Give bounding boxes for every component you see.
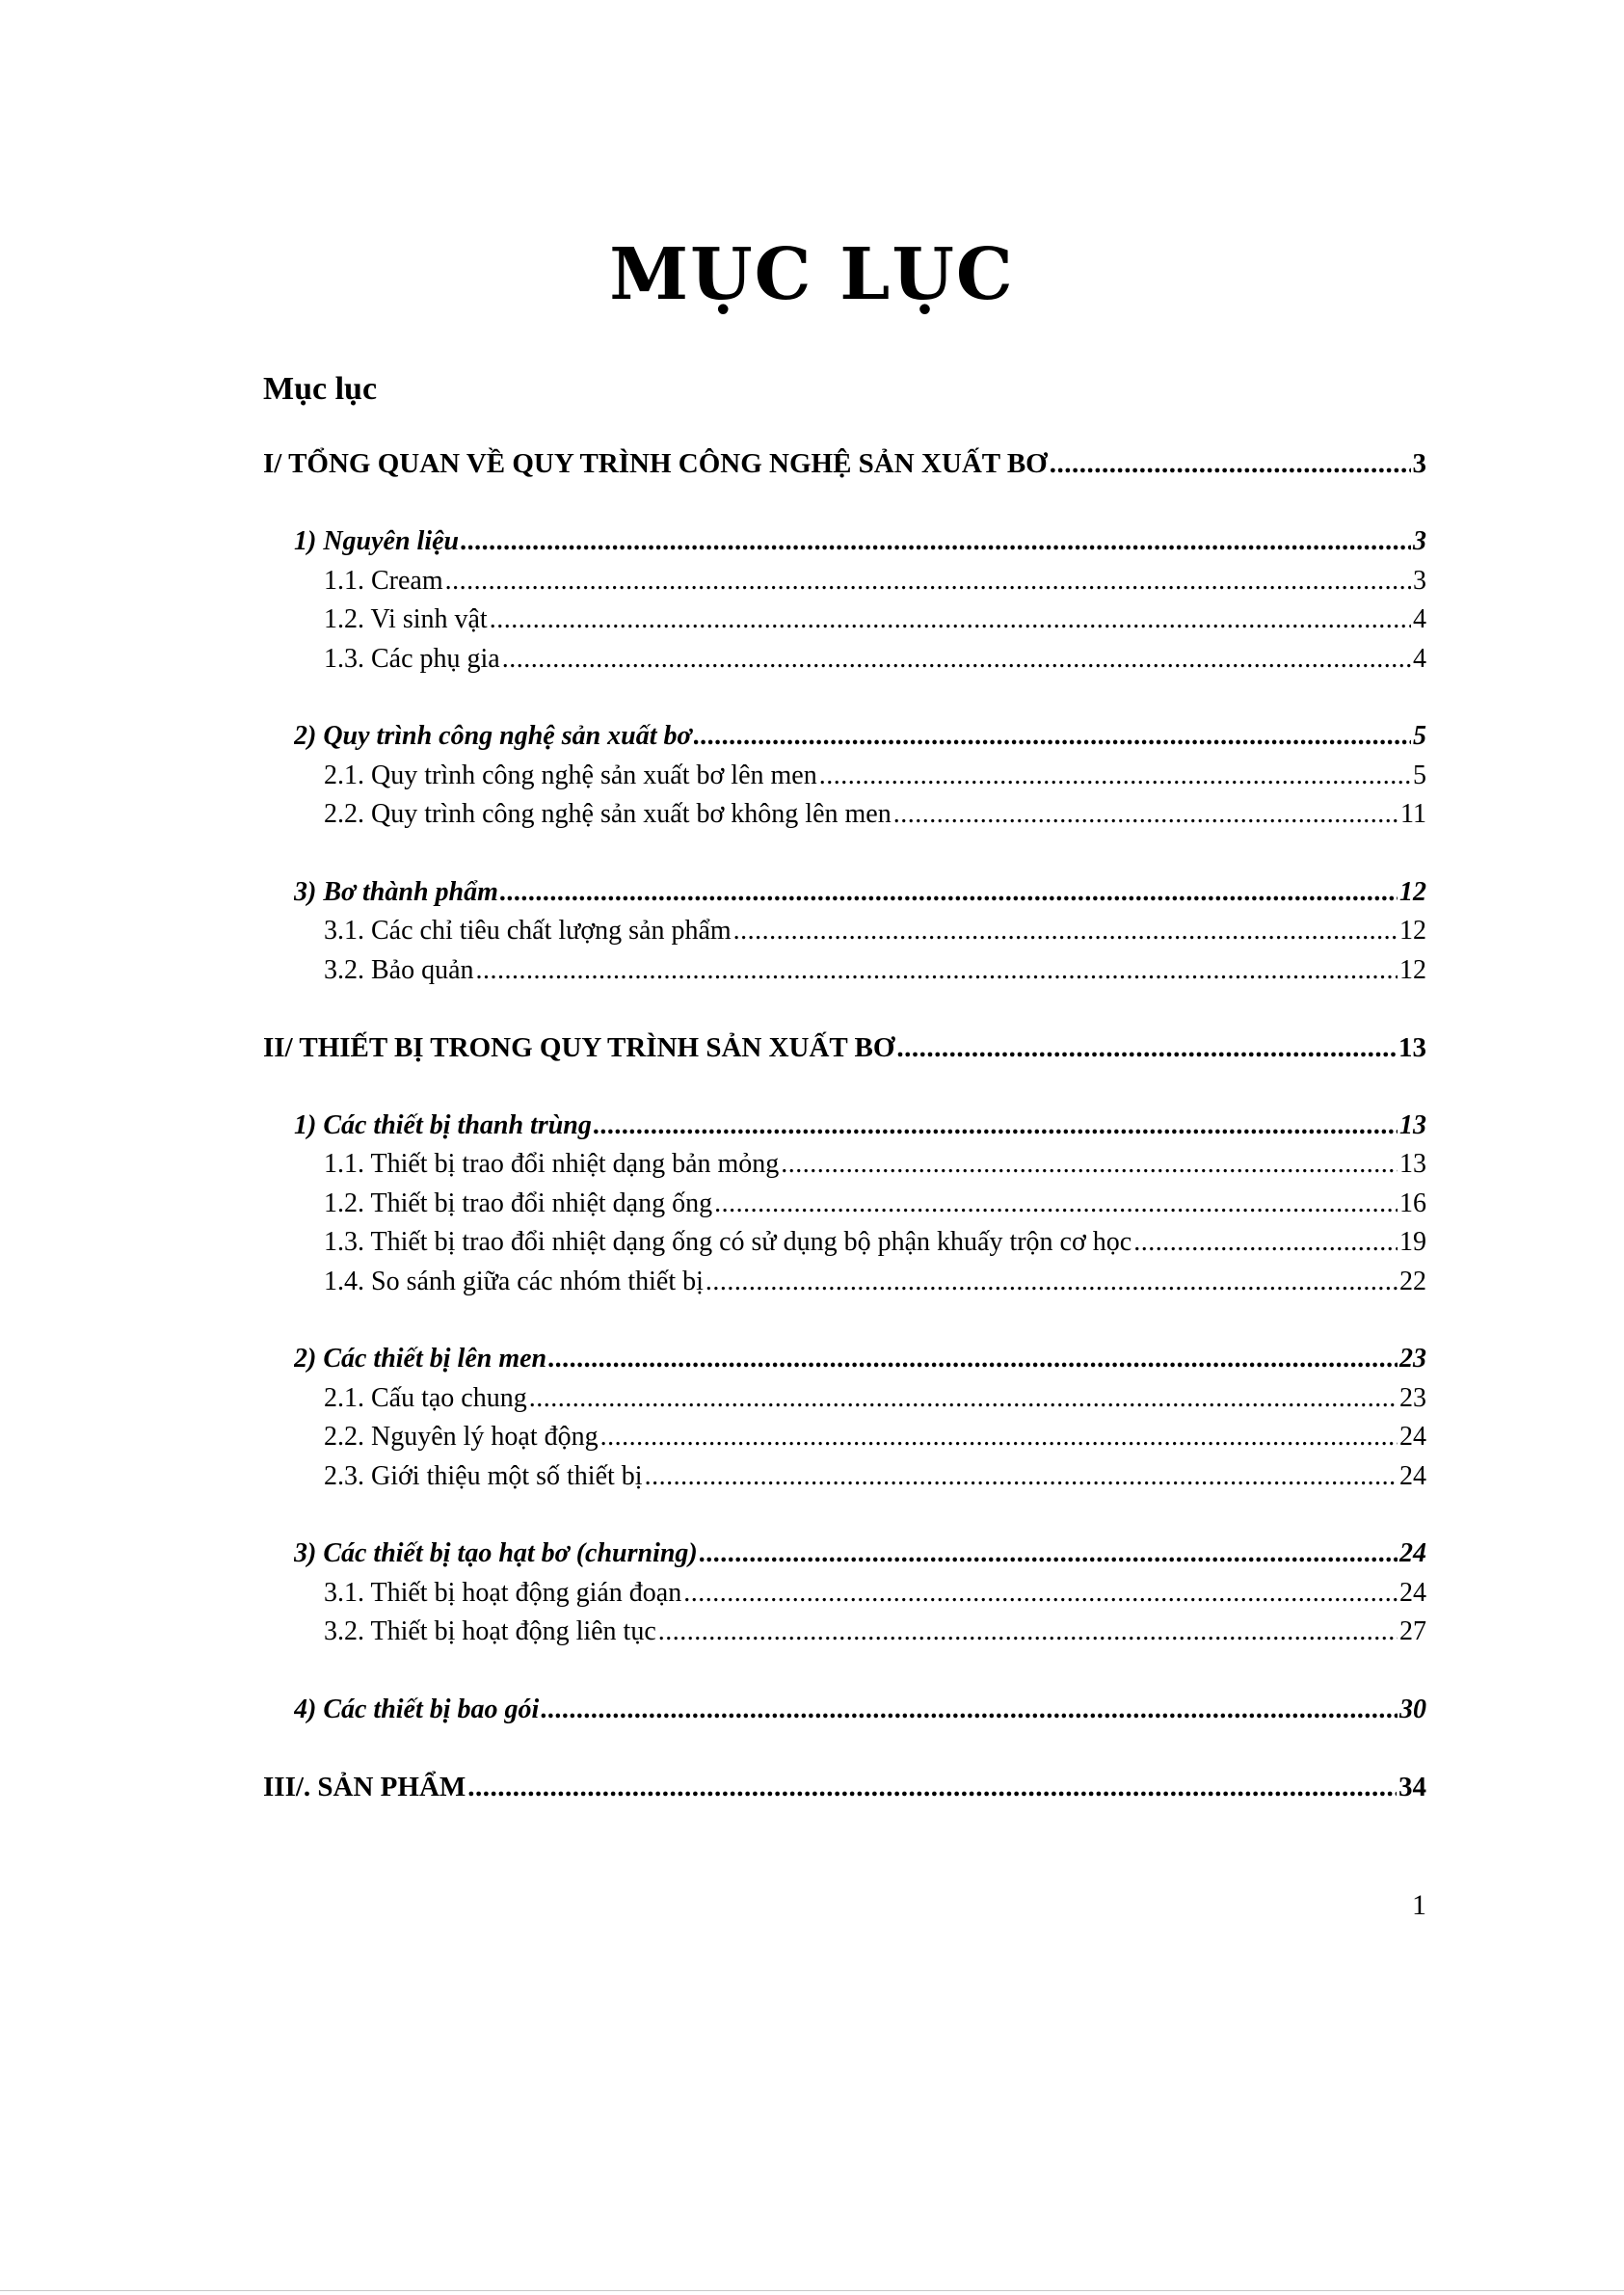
dot-leader (548, 1341, 1398, 1377)
toc-subsection-entry[interactable] (324, 641, 1426, 678)
toc-entry-label: III/. SẢN PHẨM (263, 1772, 466, 1802)
toc-entry-label: II/ THIẾT BỊ TRONG QUY TRÌNH SẢN XUẤT BƠ (263, 1032, 895, 1063)
toc-entry-label: 2) Các thiết bị lên men (294, 1344, 547, 1374)
toc-chapter-entry[interactable] (294, 1107, 1426, 1144)
dot-leader (600, 1419, 1398, 1455)
toc-subsection-entry[interactable] (324, 1419, 1426, 1455)
toc-entry-page-number: 4 (1413, 644, 1426, 674)
toc-entry-label: 1.3. Các phụ gia (324, 644, 500, 674)
toc-entry-label: 1.1. Thiết bị trao đổi nhiệt dạng bản mỏng (324, 1149, 780, 1179)
dot-leader (467, 1769, 1397, 1805)
toc-subsection-entry[interactable] (324, 952, 1426, 989)
dot-leader (645, 1458, 1398, 1495)
dot-leader (658, 1614, 1398, 1650)
dot-leader (461, 523, 1411, 560)
toc-entry-label: 1.1. Cream (324, 566, 443, 596)
toc-subsection-entry[interactable] (324, 1186, 1426, 1222)
dot-leader (819, 758, 1411, 794)
toc-entry-label: 2) Quy trình công nghệ sản xuất bơ (294, 721, 692, 751)
toc-entry-page-number: 19 (1399, 1227, 1426, 1257)
toc-entry-label: 2.2. Quy trình công nghệ sản xuất bơ không lên men (324, 799, 892, 829)
page-bottom-divider (0, 2290, 1624, 2291)
dot-leader (502, 641, 1411, 678)
toc-chapter-entry[interactable] (294, 523, 1426, 560)
toc-entry-page-number: 3 (1413, 526, 1426, 556)
toc-chapter-entry[interactable] (294, 874, 1426, 911)
toc-entry-label: 1) Các thiết bị thanh trùng (294, 1110, 592, 1140)
dot-leader (706, 1264, 1398, 1300)
toc-entry-page-number: 24 (1399, 1461, 1426, 1491)
dot-leader (700, 1535, 1398, 1572)
toc-entry-label: 3) Bơ thành phẩm (294, 877, 498, 907)
toc-chapter-entry[interactable] (294, 1692, 1426, 1728)
toc-entry-label: 2.1. Quy trình công nghệ sản xuất bơ lên men (324, 761, 817, 790)
toc-entry-page-number: 24 (1399, 1422, 1426, 1452)
toc-entry-label: 1) Nguyên liệu (294, 526, 460, 556)
toc-entry-label: 3.1. Các chỉ tiêu chất lượng sản phẩm (324, 916, 732, 946)
toc-entry-label: 1.2. Thiết bị trao đổi nhiệt dạng ống (324, 1188, 713, 1218)
dot-leader (781, 1146, 1398, 1183)
toc-entry-label: 1.3. Thiết bị trao đổi nhiệt dạng ống có sử dụng bộ phận khuấy trộn cơ học (324, 1227, 1132, 1257)
toc-subsection-entry[interactable] (324, 1380, 1426, 1417)
toc-subsection-entry[interactable] (324, 1264, 1426, 1300)
toc-subsection-entry[interactable] (324, 913, 1426, 949)
toc-chapter-entry[interactable] (294, 718, 1426, 755)
toc-entry-label: 4) Các thiết bị bao gói (294, 1695, 540, 1724)
toc-section-entry[interactable] (263, 445, 1426, 482)
toc-entry-page-number: 16 (1399, 1188, 1426, 1218)
toc-entry-page-number: 12 (1399, 955, 1426, 985)
toc-entry-page-number: 34 (1398, 1772, 1426, 1802)
toc-entry-page-number: 3 (1413, 566, 1426, 596)
toc-entry-page-number: 5 (1413, 761, 1426, 790)
dot-leader (694, 718, 1411, 755)
toc-entry-page-number: 5 (1413, 721, 1426, 751)
toc-subsection-entry[interactable] (324, 796, 1426, 833)
dot-leader (500, 874, 1398, 911)
dot-leader (683, 1575, 1398, 1612)
toc-subsection-entry[interactable] (324, 1146, 1426, 1183)
toc-section-entry[interactable] (263, 1769, 1426, 1805)
toc-entry-label: 1.2. Vi sinh vật (324, 604, 488, 634)
dot-leader (541, 1692, 1398, 1728)
toc-entry-label: 3.2. Thiết bị hoạt động liên tục (324, 1616, 656, 1646)
dot-leader (893, 796, 1398, 833)
toc-entry-page-number: 13 (1398, 1032, 1426, 1063)
dot-leader (490, 601, 1411, 638)
toc-entry-page-number: 3 (1412, 448, 1426, 479)
toc-entry-label: 2.3. Giới thiệu một số thiết bị (324, 1461, 643, 1491)
toc-entry-page-number: 13 (1399, 1149, 1426, 1179)
toc-section-entry[interactable] (263, 1029, 1426, 1066)
toc-entry-page-number: 11 (1400, 799, 1426, 829)
toc-entry-page-number: 24 (1399, 1578, 1426, 1608)
toc-entry-page-number: 4 (1413, 604, 1426, 634)
page-number: 1 (1412, 1889, 1426, 1921)
dot-leader (714, 1186, 1398, 1222)
toc-chapter-entry[interactable] (294, 1341, 1426, 1377)
toc-entry-page-number: 12 (1399, 916, 1426, 946)
dot-leader (1050, 445, 1411, 482)
toc-entry-page-number: 30 (1399, 1695, 1426, 1724)
toc-entry-label: 3.1. Thiết bị hoạt động gián đoạn (324, 1578, 682, 1608)
dot-leader (594, 1107, 1398, 1144)
toc-entry-page-number: 24 (1399, 1538, 1426, 1568)
toc-entry-label: I/ TỔNG QUAN VỀ QUY TRÌNH CÔNG NGHỆ SẢN XUẤT BƠ (263, 448, 1048, 479)
toc-subsection-entry[interactable] (324, 1575, 1426, 1612)
toc-subsection-entry[interactable] (324, 1458, 1426, 1495)
toc-entry-page-number: 12 (1399, 877, 1426, 907)
toc-entry-page-number: 22 (1399, 1267, 1426, 1296)
dot-leader (1133, 1224, 1398, 1261)
page-title: MỤC LỤC (609, 233, 1015, 316)
dot-leader (733, 913, 1398, 949)
dot-leader (896, 1029, 1397, 1066)
toc-subsection-entry[interactable] (324, 563, 1426, 600)
toc-subsection-entry[interactable] (324, 601, 1426, 638)
toc-entry-label: 3) Các thiết bị tạo hạt bơ (churning) (294, 1538, 698, 1568)
toc-entry-label: 3.2. Bảo quản (324, 955, 474, 985)
dot-leader (445, 563, 1411, 600)
toc-subtitle: Mục lục (263, 371, 378, 407)
dot-leader (529, 1380, 1398, 1417)
toc-entry-label: 2.1. Cấu tạo chung (324, 1383, 527, 1413)
toc-subsection-entry[interactable] (324, 758, 1426, 794)
toc-subsection-entry[interactable] (324, 1614, 1426, 1650)
dot-leader (476, 952, 1398, 989)
toc-entry-label: 1.4. So sánh giữa các nhóm thiết bị (324, 1267, 704, 1296)
toc-entry-page-number: 27 (1399, 1616, 1426, 1646)
toc-entry-label: 2.2. Nguyên lý hoạt động (324, 1422, 599, 1452)
toc-subsection-entry[interactable] (324, 1224, 1426, 1261)
toc-chapter-entry[interactable] (294, 1535, 1426, 1572)
toc-entry-page-number: 13 (1399, 1110, 1426, 1140)
toc-entry-page-number: 23 (1399, 1383, 1426, 1413)
toc-entry-page-number: 23 (1399, 1344, 1426, 1374)
